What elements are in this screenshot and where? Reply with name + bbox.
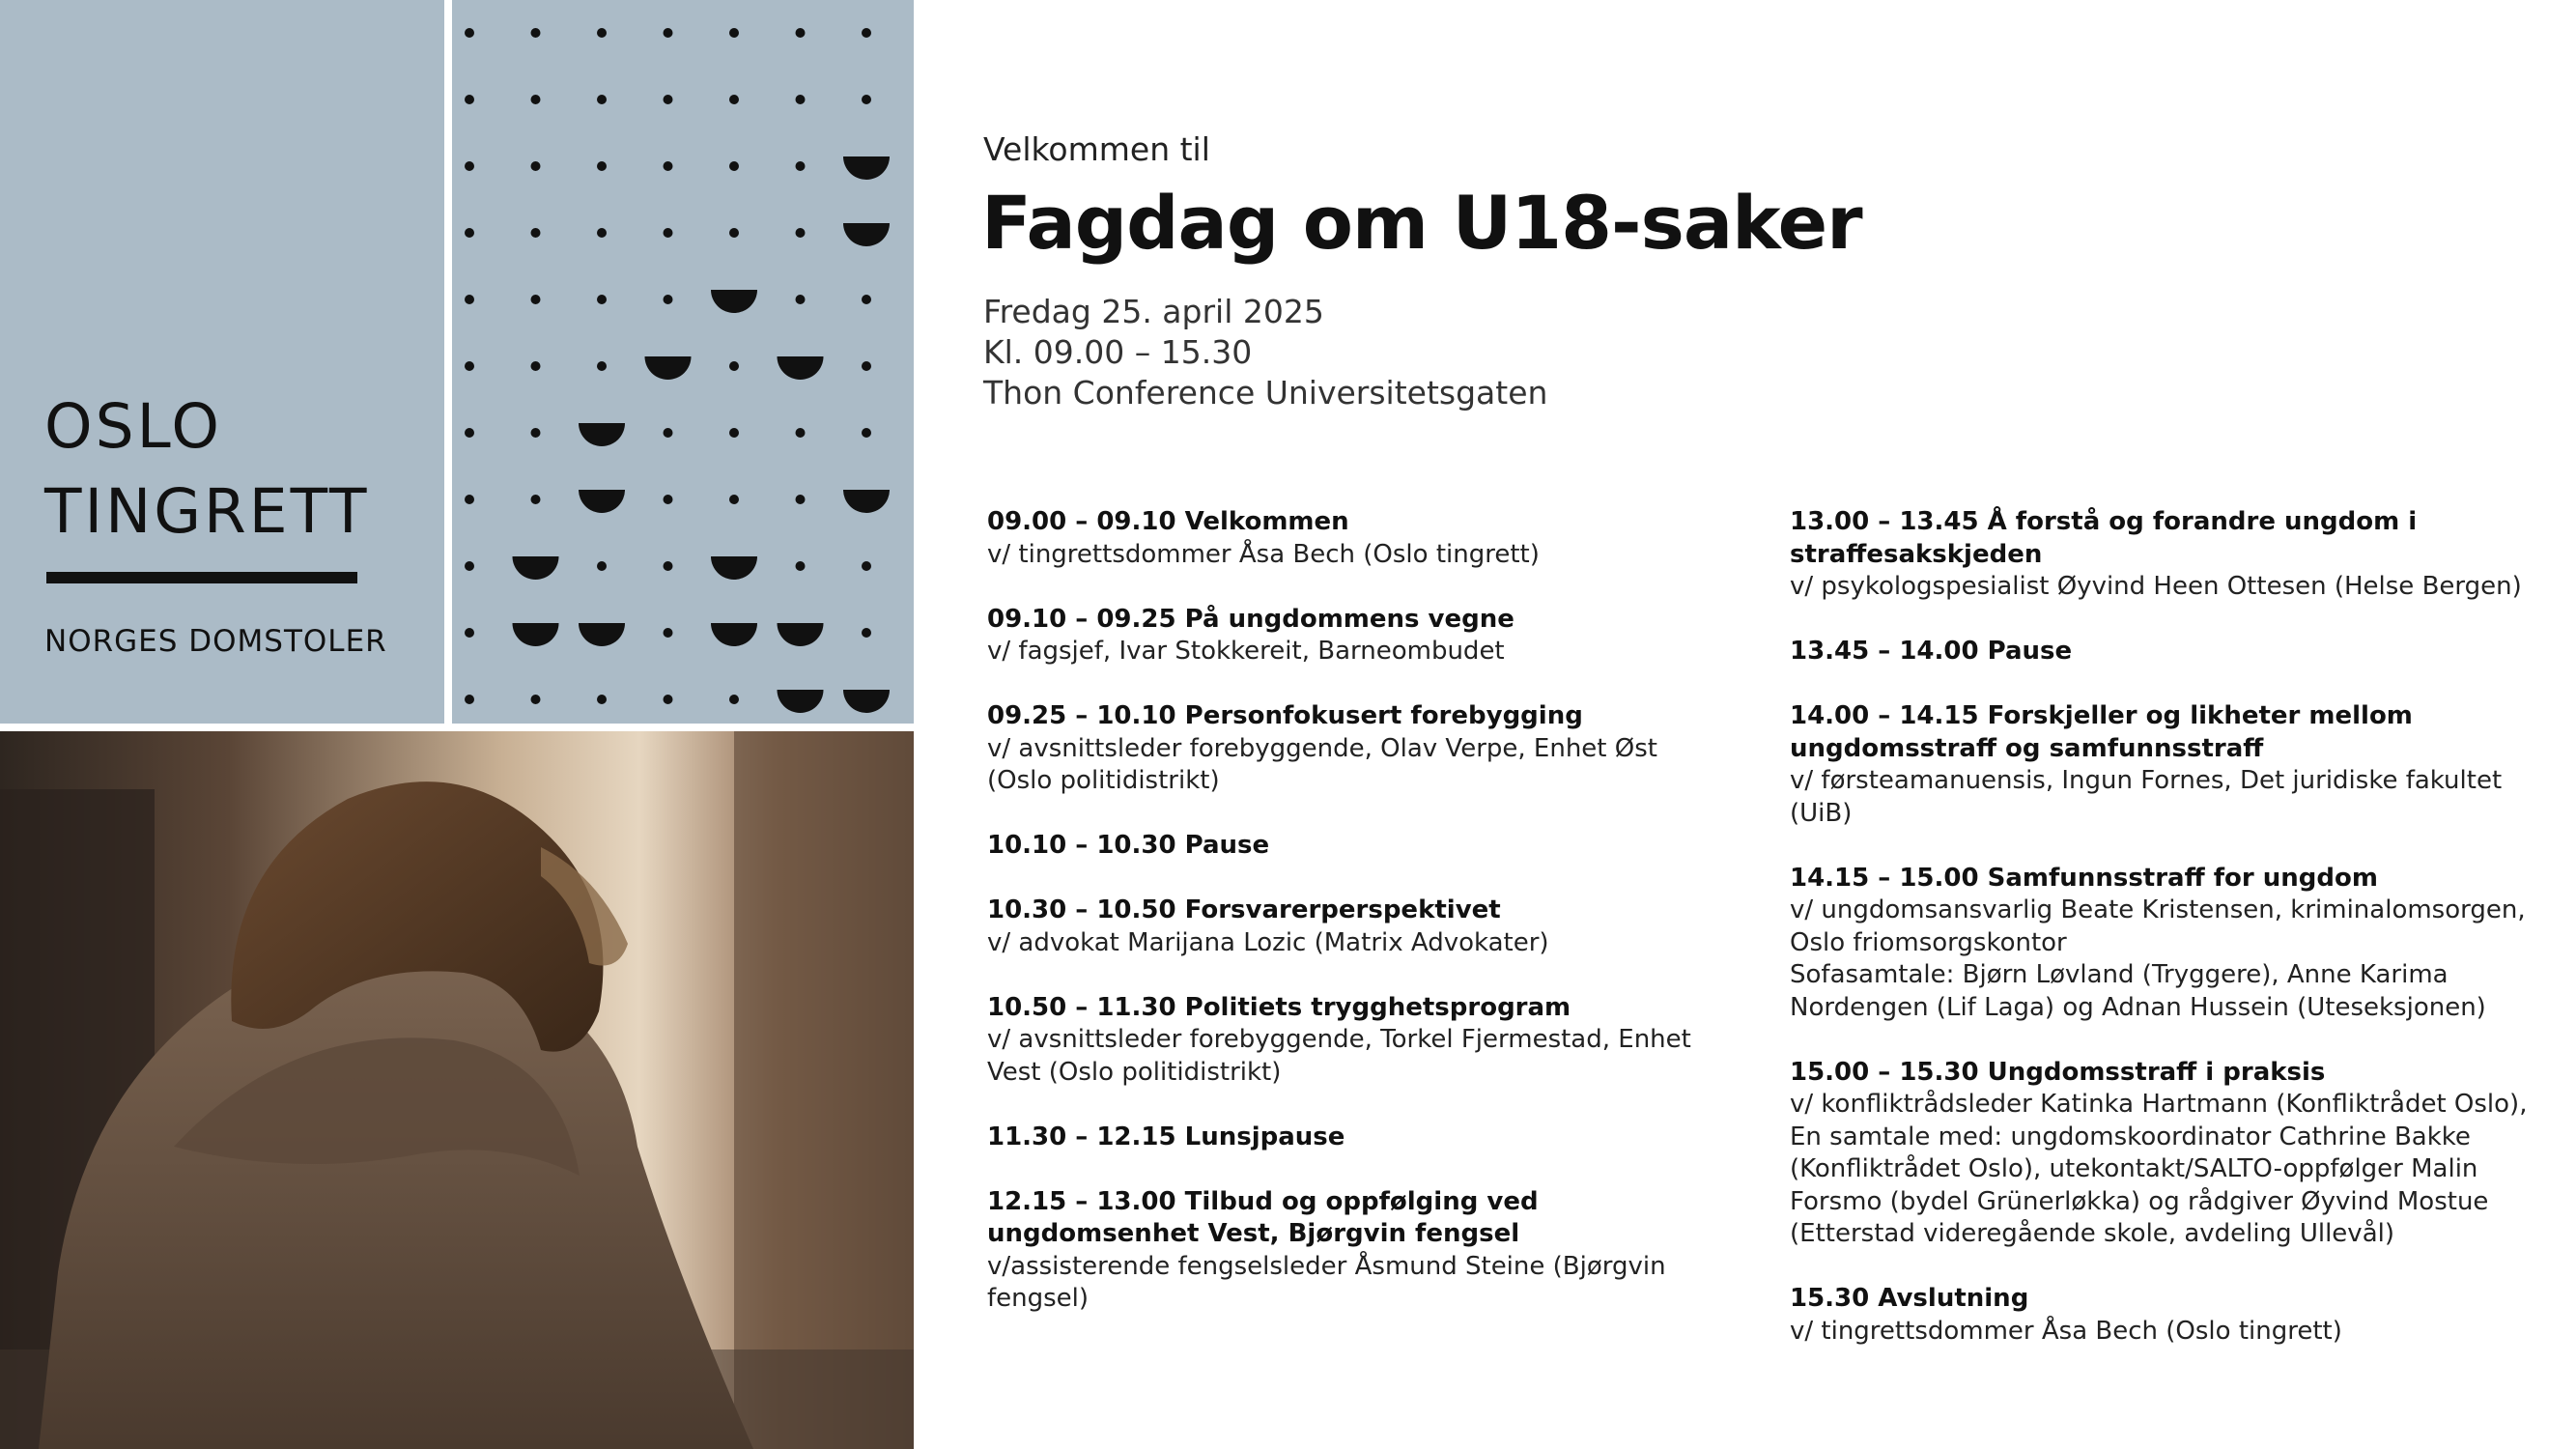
event-time: Kl. 09.00 – 15.30 [983,333,1253,371]
half-circle-shape [778,623,824,646]
program-item-description: v/ tingrettsdommer Åsa Bech (Oslo tingrett) [1790,1316,2342,1346]
half-circle-shape [513,556,559,580]
pattern-dot [465,495,474,504]
program-item [987,604,1721,668]
half-circle-shape [579,623,625,646]
half-circle-shape [711,556,757,580]
half-circle-shape [843,490,890,513]
court-name [44,384,369,554]
half-circle-shape [711,623,757,646]
pattern-dot [465,295,474,304]
program-item [1790,700,2543,830]
pattern-dot [796,561,806,571]
pattern-dot [531,495,541,504]
logo-panel [0,0,444,724]
program-item-title: 12.15 – 13.00 Tilbud og oppfølging ved ungdomsenhet Vest, Bjørgvin fengsel [987,1186,1539,1248]
pattern-dot [465,561,474,571]
event-title: Fagdag om U18-saker [981,180,1862,266]
program-item [987,700,1721,798]
half-circle-shape [645,356,692,380]
program-item [1790,1057,2543,1251]
half-circle-shape [778,356,824,380]
pattern-dot [729,695,739,704]
program-item-description: v/ advokat Marijana Lozic (Matrix Advokater) [987,927,1549,957]
program-item [987,506,1721,571]
pattern-dot [597,561,607,571]
program-item-description: v/ avsnittsleder forebyggende, Olav Verpe, Enhet Øst (Oslo politidistrikt) [987,733,1657,795]
pattern-dot [729,228,739,238]
logo-divider [46,572,357,583]
pattern-dot [465,628,474,638]
pattern-dot [664,628,673,638]
pattern-dot [531,228,541,238]
pattern-dot [729,28,739,38]
pattern-dot [729,161,739,171]
program-item [1790,1283,2543,1348]
program-item-title: 10.10 – 10.30 Pause [987,831,1270,860]
program-item-title: 15.30 Avslutning [1790,1284,2029,1313]
event-details [983,292,1547,413]
court-name-line2: TINGRETT [44,476,370,547]
program-item-title: 13.00 – 13.45 Å forstå og forandre ungdom i straffesakskjeden [1790,507,2418,569]
pattern-dot [597,95,607,104]
pattern-dot [729,95,739,104]
program-item-title: 15.00 – 15.30 Ungdomsstraff i praksis [1790,1057,2326,1087]
pattern-dot [796,295,806,304]
pattern-dot [465,428,474,438]
pattern-dot [664,561,673,571]
program-item-description: v/ avsnittsleder forebyggende, Torkel Fjermestad, Enhet Vest (Oslo politidistrikt) [987,1025,1691,1087]
pattern-dot [664,95,673,104]
program-item-description: v/ konfliktrådsleder Katinka Hartmann (Konfliktrådet Oslo), En samtale med: ungdomskoordinator Cathrine Bakke (Konfliktrådet Oslo), utekontakt/SALTO-oppfølger Malin Forsmo (bydel Grünerløkka) og rådgiver Øyvind Mostue (Etterstad videregående skole, avdeling Ullevål) [1790,1090,2528,1248]
program-item [1790,506,2543,604]
program-item-description: v/ fagsjef, Ivar Stokkereit, Barneombudet [987,637,1505,666]
half-circle-shape [843,223,890,246]
program-item [987,1122,1721,1154]
half-circle-shape [843,156,890,180]
pattern-dot [531,28,541,38]
program-item-title: 13.45 – 14.00 Pause [1790,637,2073,666]
pattern-dot [465,361,474,371]
program-item-title: 10.30 – 10.50 Forsvarerperspektivet [987,895,1501,924]
pattern-dot [531,361,541,371]
pattern-dot [597,361,607,371]
program-item [1790,863,2543,1025]
pattern-dot [862,95,871,104]
pattern-dot [862,361,871,371]
pattern-dot [729,428,739,438]
court-name-line1: OSLO [44,391,223,462]
half-circle-shape [579,423,625,446]
dot-pattern-graphic [452,0,914,724]
program-item-description: v/ tingrettsdommer Åsa Bech (Oslo tingrett) [987,539,1540,569]
pattern-dot [531,695,541,704]
pattern-dot [729,361,739,371]
half-circle-shape [513,623,559,646]
pattern-dot [796,28,806,38]
dot-pattern-panel [452,0,914,724]
pattern-dot [796,495,806,504]
program-item-title: 14.00 – 14.15 Forskjeller og likheter mellom ungdomsstraff og samfunnsstraff [1790,701,2413,763]
program-item [987,895,1721,959]
pattern-dot [531,428,541,438]
pattern-dot [531,295,541,304]
pattern-dot [862,428,871,438]
program-item [1790,636,2543,668]
hooded-person-illustration [0,731,914,1449]
pattern-dot [664,161,673,171]
pattern-dot [664,495,673,504]
program-item [987,830,1721,863]
pattern-dot [597,228,607,238]
program-item-title: 09.10 – 09.25 På ungdommens vegne [987,604,1514,634]
pattern-dot [465,161,474,171]
program-item-title: 14.15 – 15.00 Samfunnsstraff for ungdom [1790,863,2378,893]
half-circle-shape [711,290,757,313]
pattern-dot [796,228,806,238]
pattern-dot [597,295,607,304]
pattern-dot [531,161,541,171]
program-item-description: v/assisterende fengselsleder Åsmund Steine (Bjørgvin fengsel) [987,1251,1666,1313]
pattern-dot [664,428,673,438]
pattern-dot [862,28,871,38]
pattern-dot [597,28,607,38]
program-item-title: 09.00 – 09.10 Velkommen [987,507,1349,536]
half-circle-shape [579,490,625,513]
program-item-description: v/ ungdomsansvarlig Beate Kristensen, kriminalomsorgen, Oslo friomsorgskontor [1790,895,2526,957]
program-item-title: 11.30 – 12.15 Lunsjpause [987,1122,1345,1151]
program-item [987,992,1721,1090]
pattern-dot [664,28,673,38]
pattern-dot [531,95,541,104]
pattern-dot [796,428,806,438]
half-circle-shape [778,690,824,713]
pattern-dot [862,628,871,638]
pattern-dot [664,295,673,304]
pattern-dot [465,95,474,104]
pattern-dot [465,695,474,704]
program-item [987,1186,1721,1316]
pattern-dot [465,228,474,238]
program-item-title: 10.50 – 11.30 Politiets trygghetsprogram [987,992,1571,1022]
pattern-dot [862,295,871,304]
program-item-description: Sofasamtale: Bjørn Løvland (Tryggere), Anne Karima Nordengen (Lif Laga) og Adnan Hussein (Uteseksjonen) [1790,960,2486,1022]
program-column-left [987,506,1721,1348]
pattern-dot [664,695,673,704]
pattern-dot [862,561,871,571]
pattern-dot [796,161,806,171]
pattern-dot [465,28,474,38]
program-column-right [1790,506,2543,1380]
program-item-description: v/ psykologspesialist Øyvind Heen Ottesen (Helse Bergen) [1790,572,2522,601]
pattern-dot [729,495,739,504]
pattern-dot [597,161,607,171]
court-system-name: NORGES DOMSTOLER [44,624,387,659]
pattern-dot [664,228,673,238]
welcome-text: Velkommen til [983,130,1210,168]
half-circle-shape [843,690,890,713]
program-item-title: 09.25 – 10.10 Personfokusert forebygging [987,701,1583,730]
hero-photo [0,731,914,1449]
program-item-description: v/ førsteamanuensis, Ingun Fornes, Det juridiske fakultet (UiB) [1790,766,2503,828]
event-date: Fredag 25. april 2025 [983,293,1324,330]
pattern-dot [796,95,806,104]
pattern-dot [597,695,607,704]
event-venue: Thon Conference Universitetsgaten [983,374,1548,412]
